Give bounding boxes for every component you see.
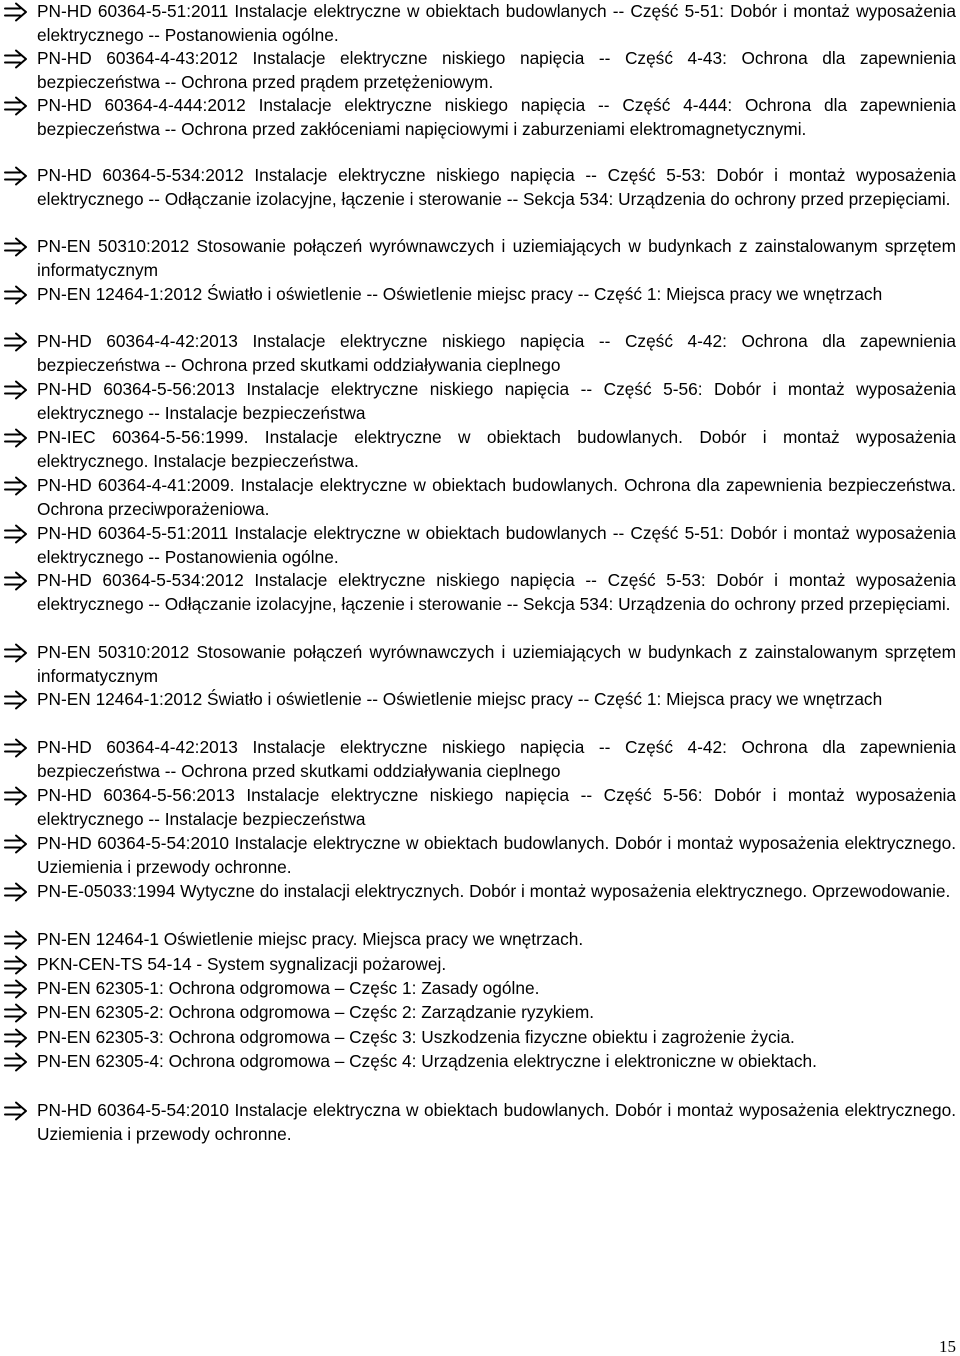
list-item	[0, 977, 956, 1001]
list-item	[0, 474, 956, 521]
double-arrow-right-icon	[3, 49, 29, 69]
double-arrow-right-icon	[3, 332, 29, 352]
double-arrow-right-icon	[3, 690, 29, 710]
list-item	[0, 1050, 956, 1074]
list-item	[0, 0, 956, 47]
list-item-text: PN-EN 50310:2012 Stosowanie połączeń wyrównawczych i uziemiających w budynkach z zainstalowanym sprzętem informatycznym	[37, 236, 956, 280]
list-item	[0, 283, 956, 307]
list-item-text: PN-E-05033:1994 Wytyczne do instalacji elektrycznych. Dobór i montaż wyposażenia elektrycznego. Oprzewodowanie.	[37, 881, 951, 901]
list-item-text: PN-HD 60364-4-42:2013 Instalacje elektryczne niskiego napięcia -- Część 4-42: Ochrona dla zapewnienia bezpieczeństwa -- Ochrona przed skutkami oddziaływania cieplnego	[37, 737, 956, 781]
double-arrow-right-icon	[3, 428, 29, 448]
list-item-text: PN-EN 62305-4: Ochrona odgromowa – Częśc 4: Urządzenia elektryczne i elektroniczne w obiektach.	[37, 1051, 817, 1071]
list-item-text: PN-HD 60364-5-54:2010 Instalacje elektryczna w obiektach budowlanych. Dobór i montaż wyposażenia elektrycznego. Uziemienia i przewody ochronne.	[37, 1100, 956, 1144]
list-item	[0, 235, 956, 282]
list-item	[0, 164, 956, 211]
list-item	[0, 832, 956, 879]
double-arrow-right-icon	[3, 1028, 29, 1048]
double-arrow-right-icon	[3, 2, 29, 22]
list-item-text: PN-EN 50310:2012 Stosowanie połączeń wyrównawczych i uziemiających w budynkach z zainstalowanym sprzętem informatycznym	[37, 642, 956, 686]
double-arrow-right-icon	[3, 96, 29, 116]
list-item	[0, 784, 956, 831]
list-item-text: PN-HD 60364-4-444:2012 Instalacje elektryczne niskiego napięcia -- Część 4-444: Ochrona dla zapewnienia bezpieczeństwa -- Ochrona przed zakłóceniami napięciowymi i zaburzeniami elektromagnetycznymi.	[37, 95, 956, 139]
list-item	[0, 378, 956, 425]
double-arrow-right-icon	[3, 571, 29, 591]
double-arrow-right-icon	[3, 643, 29, 663]
list-item	[0, 330, 956, 377]
list-item	[0, 688, 956, 712]
list-item-text: PN-EN 62305-3: Ochrona odgromowa – Częśc 3: Uszkodzenia fizyczne obiektu i zagrożenie życia.	[37, 1027, 795, 1047]
list-item-text: PN-EN 12464-1:2012 Światło i oświetlenie -- Oświetlenie miejsc pracy -- Część 1: Miejsca pracy we wnętrzach	[37, 284, 883, 304]
list-item-text: PN-HD 60364-5-51:2011 Instalacje elektryczne w obiektach budowlanych -- Część 5-51: Dobór i montaż wyposażenia elektrycznego -- Postanowienia ogólne.	[37, 1, 956, 45]
double-arrow-right-icon	[3, 285, 29, 305]
list-item-text: PN-EN 62305-2: Ochrona odgromowa – Częśc 2: Zarządzanie ryzykiem.	[37, 1002, 595, 1022]
list-item-text: PKN-CEN-TS 54-14 - System sygnalizacji pożarowej.	[37, 954, 447, 974]
list-item-text: PN-HD 60364-5-51:2011 Instalacje elektryczne w obiektach budowlanych -- Część 5-51: Dobór i montaż wyposażenia elektrycznego -- Postanowienia ogólne.	[37, 523, 956, 567]
double-arrow-right-icon	[3, 882, 29, 902]
double-arrow-right-icon	[3, 524, 29, 544]
double-arrow-right-icon	[3, 786, 29, 806]
list-item	[0, 641, 956, 688]
list-item	[0, 736, 956, 783]
list-item	[0, 928, 956, 952]
list-item-text: PN-EN 12464-1 Oświetlenie miejsc pracy. Miejsca pracy we wnętrzach.	[37, 929, 584, 949]
list-item	[0, 569, 956, 616]
list-item-text: PN-EN 62305-1: Ochrona odgromowa – Częśc 1: Zasady ogólne.	[37, 978, 540, 998]
double-arrow-right-icon	[3, 380, 29, 400]
list-item	[0, 880, 956, 904]
double-arrow-right-icon	[3, 738, 29, 758]
double-arrow-right-icon	[3, 166, 29, 186]
double-arrow-right-icon	[3, 1052, 29, 1072]
list-item-text: PN-HD 60364-5-534:2012 Instalacje elektryczne niskiego napięcia -- Część 5-53: Dobór i montaż wyposażenia elektrycznego -- Odłączanie izolacyjne, łączenie i sterowanie -- Sekcja 534: Urządzenia do ochrony przed przepięciami.	[37, 165, 956, 209]
double-arrow-right-icon	[3, 979, 29, 999]
list-item	[0, 1099, 956, 1146]
list-item-text: PN-HD 60364-5-534:2012 Instalacje elektryczne niskiego napięcia -- Część 5-53: Dobór i montaż wyposażenia elektrycznego -- Odłączanie izolacyjne, łączenie i sterowanie -- Sekcja 534: Urządzenia do ochrony przed przepięciami.	[37, 570, 956, 614]
list-item	[0, 1026, 956, 1050]
double-arrow-right-icon	[3, 930, 29, 950]
double-arrow-right-icon	[3, 237, 29, 257]
list-item-text: PN-HD 60364-4-42:2013 Instalacje elektryczne niskiego napięcia -- Część 4-42: Ochrona dla zapewnienia bezpieczeństwa -- Ochrona przed skutkami oddziaływania cieplnego	[37, 331, 956, 375]
list-item	[0, 953, 956, 977]
list-item	[0, 1001, 956, 1025]
list-item-text: PN-HD 60364-5-54:2010 Instalacje elektryczne w obiektach budowlanych. Dobór i montaż wyposażenia elektrycznego. Uziemienia i przewody ochronne.	[37, 833, 956, 877]
list-item	[0, 94, 956, 141]
list-item-text: PN-HD 60364-4-43:2012 Instalacje elektryczne niskiego napięcia -- Część 4-43: Ochrona dla zapewnienia bezpieczeństwa -- Ochrona przed prądem przetężeniowym.	[37, 48, 956, 92]
list-item-text: PN-HD 60364-5-56:2013 Instalacje elektryczne niskiego napięcia -- Część 5-56: Dobór i montaż wyposażenia elektrycznego -- Instalacje bezpieczeństwa	[37, 379, 956, 423]
page-number: 15	[939, 1337, 956, 1356]
double-arrow-right-icon	[3, 1003, 29, 1023]
list-item-text: PN-HD 60364-4-41:2009. Instalacje elektryczne w obiektach budowlanych. Ochrona dla zapewnienia bezpieczeństwa. Ochrona przeciwporażeniowa.	[37, 475, 956, 519]
list-item	[0, 522, 956, 569]
double-arrow-right-icon	[3, 1101, 29, 1121]
list-item-text: PN-IEC 60364-5-56:1999. Instalacje elektryczne w obiektach budowlanych. Dobór i montaż wyposażenia elektrycznego. Instalacje bezpieczeństwa.	[37, 427, 956, 471]
list-item	[0, 426, 956, 473]
list-item	[0, 47, 956, 94]
list-item-text: PN-EN 12464-1:2012 Światło i oświetlenie -- Oświetlenie miejsc pracy -- Część 1: Miejsca pracy we wnętrzach	[37, 689, 883, 709]
list-item-text: PN-HD 60364-5-56:2013 Instalacje elektryczne niskiego napięcia -- Część 5-56: Dobór i montaż wyposażenia elektrycznego -- Instalacje bezpieczeństwa	[37, 785, 956, 829]
double-arrow-right-icon	[3, 476, 29, 496]
double-arrow-right-icon	[3, 955, 29, 975]
double-arrow-right-icon	[3, 834, 29, 854]
